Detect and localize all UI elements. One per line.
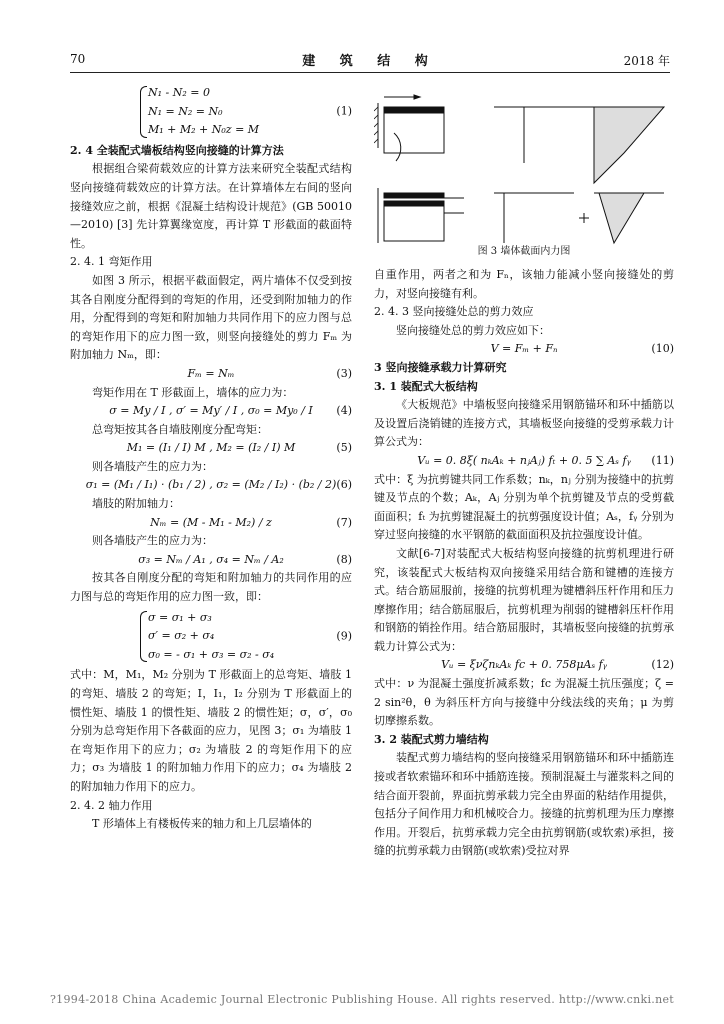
equation-1-line-2: N₁ = N₂ = N₀: [148, 104, 223, 118]
equation-6: [70, 476, 352, 495]
page-number: 70: [70, 52, 86, 66]
equation-1-line-1: N₁ - N₂ = 0: [148, 86, 210, 99]
equation-number: (9): [336, 629, 352, 643]
equation-number: (5): [336, 441, 352, 455]
equation-10: [374, 340, 674, 359]
equation-number: (6): [336, 478, 352, 492]
paragraph: 如图 3 所示，根据平截面假定，两片墙体不仅受到按其各自刚度分配得到的弯矩的作用，还受到附加轴力的作用，分配得到的弯矩和附加轴力共同作用下的应力图与总的弯矩作用下的应力图一致，则竖向接缝处的剪力 Fₘ 为附加轴力 Nₘ，即：: [70, 273, 352, 362]
section-heading-3-2: 3. 2 装配式剪力墙结构: [374, 732, 489, 746]
equation-text: σ = My / I , σ′ = My′ / I , σ₀ = My₀ / I: [109, 404, 313, 418]
paragraph: 竖向接缝处总的剪力效应如下：: [396, 323, 550, 337]
equation-5: [70, 439, 352, 458]
publication-year: 2018 年: [623, 54, 670, 68]
equation-text: V = Fₘ + Fₙ: [490, 342, 558, 356]
figure-caption: 图 3 墙体截面内力图: [477, 246, 571, 257]
paragraph: 则各墙肢产生的应力为：: [92, 459, 213, 473]
copyright-footer: ?1994-2018 China Academic Journal Electronic Publishing House. All rights reserved. http://www.cnki.net: [49, 993, 674, 1006]
equation-text: M₁ = (I₁ / I) M , M₂ = (I₂ / I) M: [126, 441, 296, 455]
equation-7: [70, 514, 352, 533]
equation-number: (10): [651, 342, 674, 356]
paragraph: T 形墙体上有楼板传来的轴力和上几层墙体的: [92, 817, 312, 831]
paragraph: 文献[6-7]对装配式大板结构竖向接缝的抗剪机理进行研究，该装配式大板结构双向接缝采用结合筋和键槽的连接方式。结合筋屈服前，接缝的抗剪机理为键槽斜压杆作用和压力摩擦作用；结合筋屈服后，抗剪机理为削弱的键槽斜压杆作用和钢筋的销拴作用。结合筋屈服时，其墙板竖向接缝的抗剪承载力计算公式为：: [374, 546, 674, 653]
equation-9: [70, 609, 352, 665]
paragraph: 墙肢的附加轴力：: [92, 497, 180, 511]
equation-number: (12): [651, 658, 674, 672]
left-column: [70, 82, 352, 834]
paragraph: 式中：M，M₁，M₂ 分别为 T 形截面上的总弯矩、墙肢 1 的弯矩、墙肢 2 的弯矩；I，I₁，I₂ 分别为 T 形截面上的惯性矩、墙肢 1 的惯性矩、墙肢 2 的惯性矩；σ，σ′，σ₀ 分别为总弯矩作用下各截面的应力，见图 3；σ₁ 为墙肢 1 在弯矩作用下的应力；σ₂ 为墙肢 2 的弯矩作用下的应力；σ₃ 为墙肢 1 的附加轴力作用下的应力；σ₄ 为墙肢 2 的附加轴力作用下的应力。: [70, 668, 352, 793]
paragraph: 装配式剪力墙结构的竖向接缝采用钢筋锚环和环中插筋连接或者软索锚环和环中插筋连接。预制混凝土与灌浆料之间的结合面开裂前，界面抗剪承载力完全由界面的粘结作用提供，包括分子间作用力和机械咬合力。接缝的抗剪机理为压力摩擦作用。开裂后，抗剪承载力完全由抗剪钢筋(或软索)承担，接缝的抗剪承载力由钢筋(或软索)受拉对界: [374, 751, 674, 858]
equation-number: (7): [336, 515, 352, 529]
section-heading-2-4-3: 2. 4. 3 竖向接缝处总的剪力效应: [374, 305, 534, 319]
equation-11: [374, 452, 674, 471]
figure-3-diagram: [374, 84, 674, 262]
moment-arrow: [394, 133, 401, 161]
equation-number: (8): [336, 552, 352, 566]
equation-3: [70, 365, 352, 384]
equation-number: (11): [651, 453, 674, 467]
equation-number: (3): [336, 366, 352, 380]
paragraph: 根据组合梁荷载效应的计算方法来研究全装配式结构竖向接缝荷载效应的计算方法。在计算墙体左右间的竖向接缝效应之前，根据《混凝土结构设计规范》(GB 50010—2010) [3] 先计算翼缘宽度，再计算 T 形截面的截面特性。: [70, 162, 352, 250]
section-heading-2-4-2: 2. 4. 2 轴力作用: [70, 798, 153, 812]
equation-1: [70, 84, 352, 140]
equation-number: (4): [336, 404, 352, 418]
equation-number: (1): [336, 104, 352, 118]
paragraph: 《大板规范》中墙板竖向接缝采用钢筋锚环和环中插筋以及设置后浇销键的连接方式，其墙板竖向接缝的受剪承载力计算公式为：: [374, 398, 674, 449]
section-heading-2-4: 2. 4 全装配式墙板结构竖向接缝的计算方法: [70, 143, 284, 157]
equation-9-line-3: σ₀ = - σ₁ + σ₃ = σ₂ - σ₄: [148, 647, 275, 661]
paragraph: 自重作用，两者之和为 Fₙ，该轴力能减小竖向接缝处的剪力，对竖向接缝有利。: [374, 268, 674, 300]
equation-4: [70, 402, 352, 421]
equation-9-line-1: σ = σ₁ + σ₃: [148, 610, 212, 624]
flange: [384, 107, 444, 113]
equation-text: Fₘ = Nₘ: [187, 366, 235, 380]
equation-text: σ₃ = Nₘ / A₁ , σ₄ = Nₘ / A₂: [138, 552, 284, 566]
section-heading-3: 3 竖向接缝承载力计算研究: [374, 360, 507, 374]
page-header: [70, 50, 670, 73]
paragraph: 弯矩作用在 T 形截面上，墙体的应力为：: [92, 385, 294, 399]
paragraph: 按其各自刚度分配的弯矩和附加轴力的共同作用的应力图与总的弯矩作用的应力图一致，即：: [70, 571, 352, 604]
paragraph: 式中：ξ 为抗剪键共同工作系数；nₖ，nⱼ 分别为接缝中的抗剪键及节点的个数；Aₖ，Aⱼ 分别为单个抗剪键及节点的受剪截面面积；fₜ 为抗剪键混凝土的抗剪强度设计值；Aₛ，fᵧ 分别为穿过竖向接缝的水平钢筋的截面面积及抗拉强度设计值。: [374, 472, 674, 542]
equation-text: Vᵤ = ξνζnₖAₖ fc + 0. 758μAₛ fᵧ: [441, 658, 607, 672]
equation-text: Vᵤ = 0. 8ξ( nₖAₖ + nⱼAⱼ) fₜ + 0. 5 ∑ Aₛ fᵧ: [417, 453, 631, 467]
section-heading-3-1: 3. 1 装配式大板结构: [374, 379, 478, 393]
equation-1-line-3: M₁ + M₂ + N₀z = M: [148, 123, 260, 137]
equation-12: [374, 656, 674, 675]
paragraph: 则各墙肢产生的应力为：: [92, 534, 213, 548]
equation-9-line-2: σ′ = σ₂ + σ₄: [148, 629, 215, 643]
right-column: [374, 266, 674, 861]
paragraph: 式中：ν 为混凝土强度折减系数；fc 为混凝土抗压强度；ζ = 2 sin²θ，θ 为斜压杆方向与接缝中分线法线的夹角；μ 为剪切摩擦系数。: [374, 677, 674, 728]
equation-text: σ₁ = (M₁ / I₁) · (b₁ / 2) , σ₂ = (M₂ / I₂) · (b₂ / 2): [85, 478, 337, 492]
journal-title: 建 筑 结 构: [302, 54, 438, 69]
section-heading-2-4-1: 2. 4. 1 弯矩作用: [70, 255, 153, 269]
paragraph: 总弯矩按其各自墙肢刚度分配弯矩：: [92, 422, 268, 436]
equation-8: [70, 551, 352, 570]
equation-text: Nₘ = (M - M₁ - M₂) / z: [150, 515, 272, 529]
web-outline: [384, 113, 444, 153]
